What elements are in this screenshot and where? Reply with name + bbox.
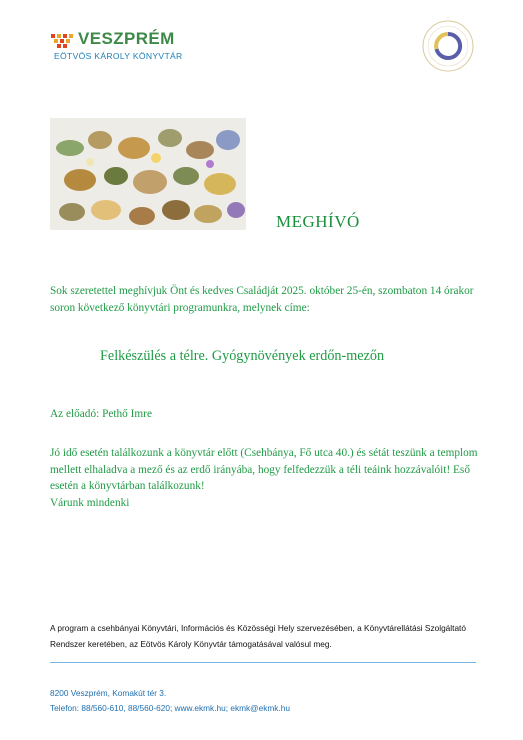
footer-divider xyxy=(50,662,476,663)
footer-contact xyxy=(50,686,290,716)
logo-name: VESZPRÉM xyxy=(78,29,175,48)
presenter-line: Az előadó: Pethő Imre xyxy=(50,408,152,420)
herbs-photo xyxy=(50,118,246,230)
crown-icon xyxy=(50,32,76,50)
event-title: Felkészülés a télre. Gyógynövények erdőn-mezőn xyxy=(100,348,385,364)
logo-subtitle: EÖTVÖS KÁROLY KÖNYVTÁR xyxy=(54,51,183,61)
footer-contact-line: Telefon: 88/560-610, 88/560-620; www.ekmk.hu; ekmk@ekmk.hu xyxy=(50,703,290,713)
intro-paragraph: Sok szeretettel meghívjuk Önt és kedves Családját 2025. október 25-én, szombaton 14 órakor soron következő könyvtári programunkra, melynek címe: xyxy=(50,285,474,314)
closing-line: Várunk mindenki xyxy=(50,496,130,509)
library-logo xyxy=(50,30,190,64)
details-paragraph: Jó idő esetén találkozunk a könyvtár előtt (Csehbánya, Fő utca 40.) és sétát teszünk a templom mellett elhaladva a mező és az erdő irányába, hogy felfedezzük a téli teáink hozzávalóit! Eső esetén a könyvtárban találkozunk! xyxy=(50,447,478,492)
invitation-title: MEGHÍVÓ xyxy=(276,212,360,231)
details-block xyxy=(50,445,490,511)
quality-seal-icon xyxy=(422,20,474,72)
credit-paragraph: A program a csehbányai Könyvtári, Információs és Közösségi Hely szervezésében, a Könyvtárellátási Szolgáltató Rendszer keretében, az Eötvös Károly Könyvtár támogatásával valósul meg. xyxy=(50,623,466,649)
footer-address: 8200 Veszprém, Komakút tér 3. xyxy=(50,688,167,698)
